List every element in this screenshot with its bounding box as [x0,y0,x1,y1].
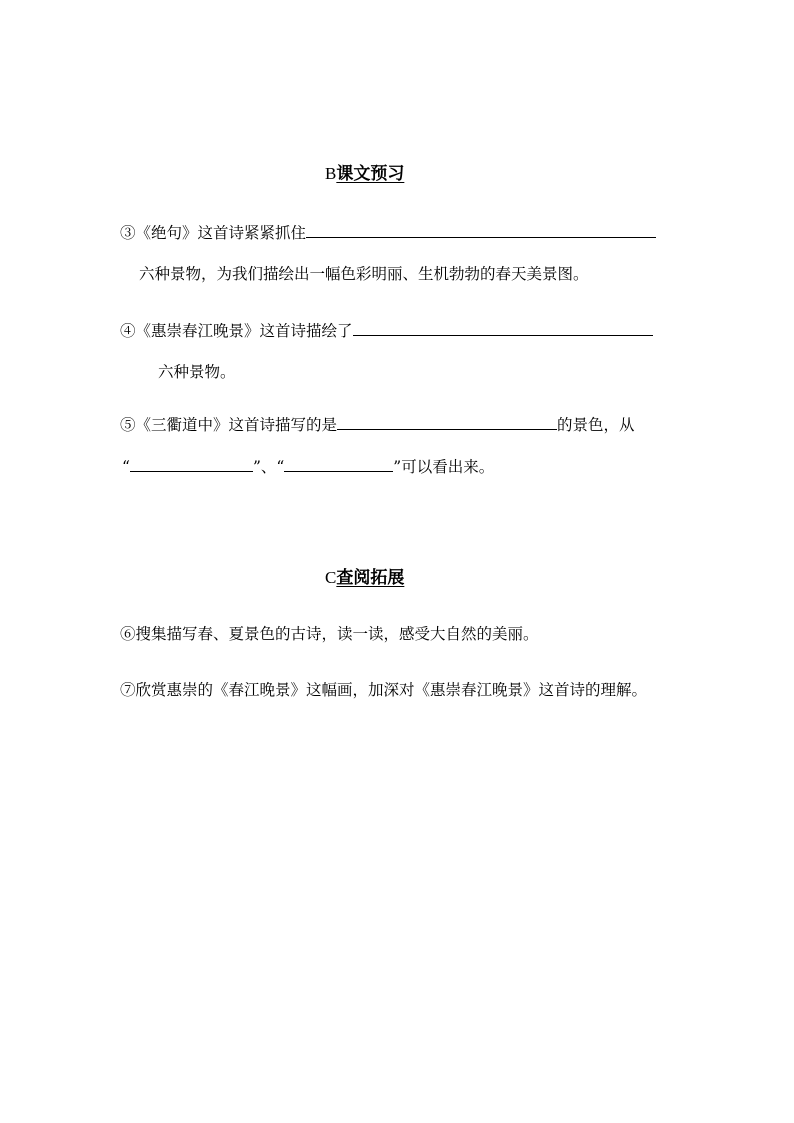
question-3-lead: ③《绝句》这首诗紧紧抓住 [120,224,307,242]
question-7-text: ⑦欣赏惠崇的《春江晚景》这幅画，加深对《惠崇春江晚景》这首诗的理解。 [120,681,648,699]
question-3-line-1 [120,222,656,243]
question-3-line-2 [139,264,589,284]
section-c-title: 查阅拓展 [336,568,405,588]
question-4-line-1 [120,320,653,341]
question-5-tail: ”可以看出来。 [393,458,495,476]
section-c-heading [325,568,404,588]
question-5-line-2 [122,456,494,477]
question-3-continuation: 六种景物，为我们描绘出一幅色彩明丽、生机勃勃的春天美景图。 [139,265,589,283]
question-5-line-1 [120,414,635,435]
question-5-quote-blank-2[interactable] [284,456,393,472]
section-b-letter: B [325,164,337,183]
question-5-lead: ⑤《三衢道中》这首诗描写的是 [120,416,338,434]
question-3-answer-blank[interactable] [306,222,656,238]
question-4-answer-blank[interactable] [353,320,653,336]
question-4-lead: ④《惠崇春江晚景》这首诗描绘了 [120,322,353,340]
question-5-open-quote: “ [122,458,130,476]
section-b-heading [325,164,404,184]
question-4-line-2 [158,362,236,382]
question-6 [120,624,539,644]
question-6-text: ⑥搜集描写春、夏景色的古诗，读一读，感受大自然的美丽。 [120,625,539,643]
section-c-letter: C [325,568,337,587]
question-5-mid: 的景色，从 [557,416,635,434]
section-b-title: 课文预习 [336,164,405,184]
question-7 [120,680,647,700]
question-5-separator: ”、“ [252,458,285,476]
question-4-continuation: 六种景物。 [158,363,236,381]
question-5-scenery-blank[interactable] [337,414,557,430]
question-5-quote-blank-1[interactable] [130,456,253,472]
